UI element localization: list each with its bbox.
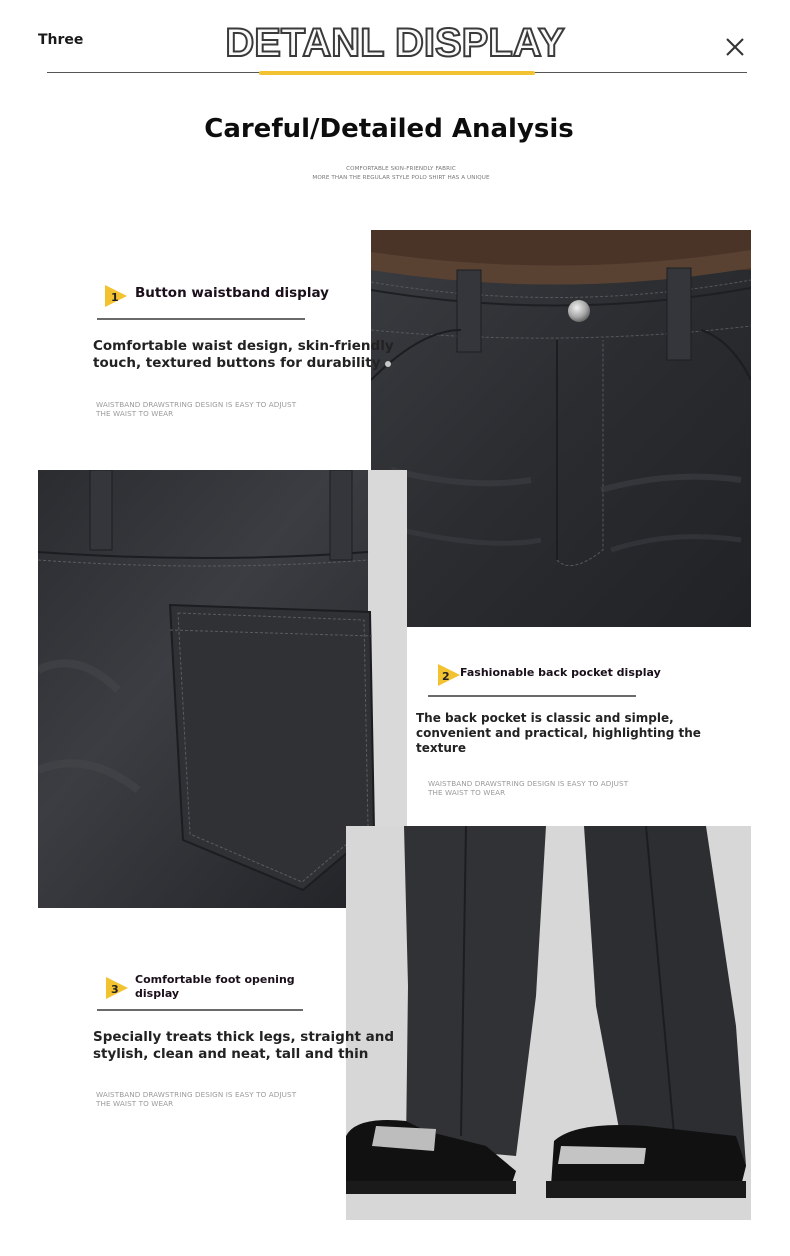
feature-2-description: The back pocket is classic and simple, convenient and practical, highlighting the texture: [416, 711, 701, 755]
section-subtitle-line-1: COMFORTABLE SKIN-FRIENDLY FABRIC: [346, 166, 456, 172]
section-subtitle-line-2: MORE THAN THE REGULAR STYLE POLO SHIRT HAS A UNIQUE: [312, 175, 490, 181]
header-label: Three: [38, 32, 84, 48]
svg-text:2: 2: [442, 670, 450, 683]
svg-text:3: 3: [111, 983, 119, 996]
feature-1-description: Comfortable waist design, skin-friendly touch, textured buttons for durability: [93, 338, 394, 371]
header-accent-bar: [259, 71, 535, 75]
feature-3-note: WAISTBAND DRAWSTRING DESIGN IS EASY TO ADJUST THE WAIST TO WEAR: [96, 1090, 297, 1108]
section-title: Careful/Detailed Analysis: [204, 114, 574, 144]
close-icon[interactable]: [722, 34, 748, 60]
badge-number-2-icon: [438, 664, 460, 686]
badge-number-1-icon: [105, 285, 127, 307]
feature-3-divider: [97, 1009, 303, 1011]
feature-1-note: WAISTBAND DRAWSTRING DESIGN IS EASY TO ADJUST THE WAIST TO WEAR: [96, 400, 297, 418]
feature-2-title: Fashionable back pocket display: [460, 666, 661, 679]
waistband-photo: [371, 230, 751, 627]
feature-1-title: Button waistband display: [135, 285, 329, 301]
feature-2-divider: [428, 695, 636, 697]
svg-text:1: 1: [111, 291, 119, 304]
foot-opening-photo: [346, 826, 751, 1220]
feature-2-note: WAISTBAND DRAWSTRING DESIGN IS EASY TO ADJUST THE WAIST TO WEAR: [428, 779, 629, 797]
feature-1-divider: [97, 318, 305, 320]
badge-number-3-icon: [106, 977, 128, 999]
header-title: DETANL DISPLAY: [225, 21, 565, 65]
feature-3-description: Specially treats thick legs, straight and stylish, clean and neat, tall and thin: [93, 1029, 394, 1062]
feature-3-title: Comfortable foot opening display: [135, 973, 295, 1000]
